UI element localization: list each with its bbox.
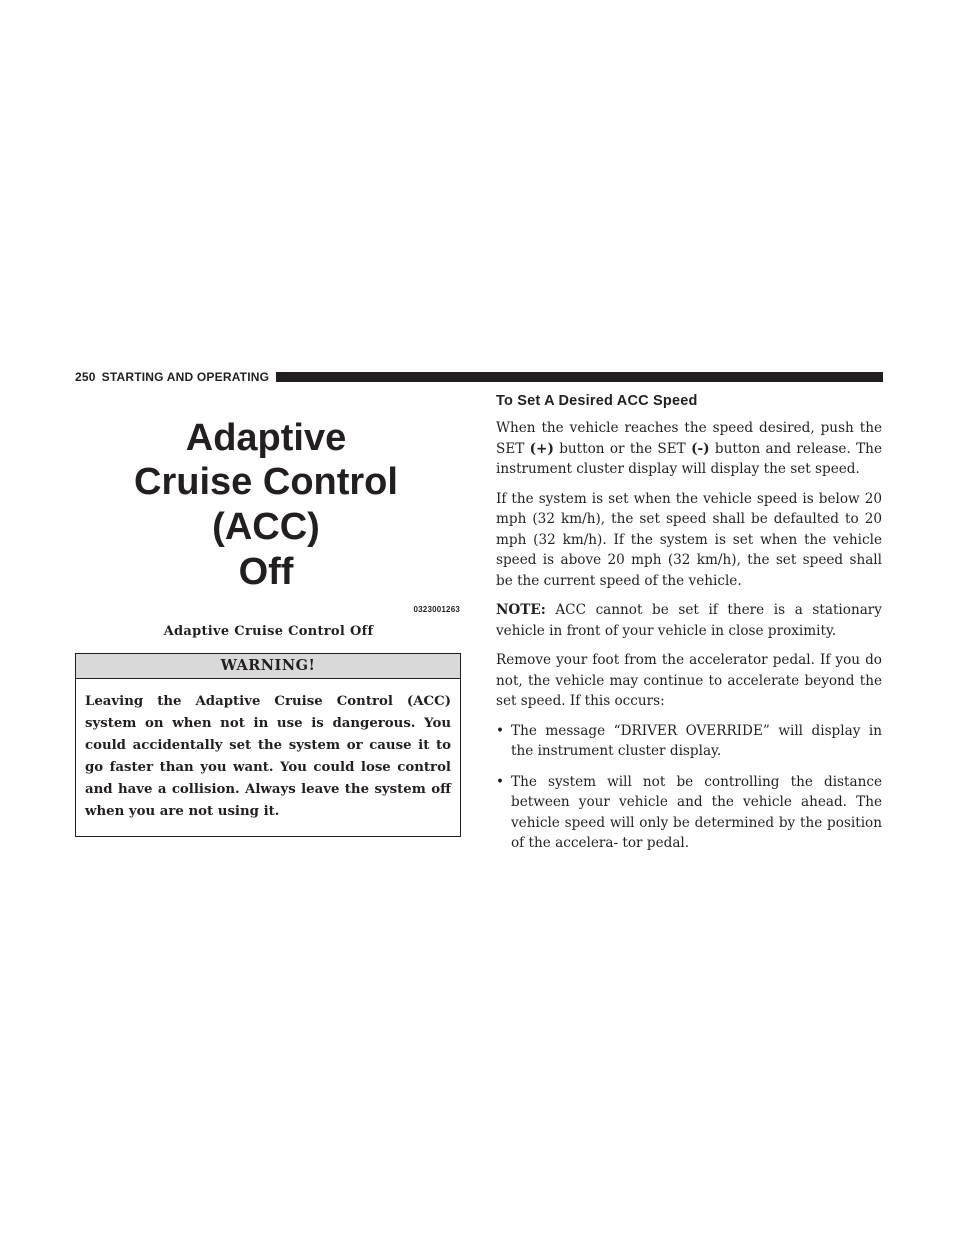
- bullet-text: The message “DRIVER OVERRIDE” will display in the instrument cluster display.: [511, 722, 882, 759]
- warning-body: Leaving the Adaptive Cruise Control (ACC) system on when not in use is dangerous. You could accidentally set the system or cause it to go faster than you want. You could lose control and have a collision. Always leave the system off when you are not using it.: [85, 694, 451, 819]
- list-item: [496, 772, 882, 854]
- section-heading: To Set A Desired ACC Speed: [496, 393, 698, 409]
- paragraph-remove-foot: Remove your foot from the accelerator pedal. If you do not, the vehicle may continue to accelerate beyond the set speed. If this occurs:: [496, 652, 882, 709]
- section-title: STARTING AND OPERATING: [101, 370, 270, 384]
- p1-plus: (+): [529, 440, 554, 457]
- p1-text-e: button and release. The instrument cluster display will display the set speed.: [496, 440, 882, 477]
- bullet-list: [496, 721, 882, 854]
- figure-line-4: Off: [238, 551, 294, 593]
- page-header: [75, 369, 883, 385]
- warning-box: [75, 653, 461, 837]
- left-column: [75, 400, 462, 837]
- acc-off-display-figure: [75, 400, 462, 618]
- p1-text-c: button or the SET: [553, 440, 692, 457]
- paragraph-default-speed: If the system is set when the vehicle speed is below 20 mph (32 km/h), the set speed shall be defaulted to 20 mph (32 km/h). If the system is set when the vehicle speed is above 20 mph (32 km/h), the set speed shall be the current speed of the vehicle.: [496, 490, 882, 589]
- figure-line-3: (ACC): [212, 506, 320, 548]
- p1-text-a: When the vehicle reaches the speed desired, push the SET: [496, 420, 882, 457]
- right-column: [496, 393, 882, 864]
- warning-title: WARNING!: [76, 654, 460, 679]
- bullet-icon: •: [496, 773, 505, 790]
- bullet-text: The system will not be controlling the distance between your vehicle and the vehicle ahead. The vehicle speed will only be determined by the position of the accelera- tor pedal.: [511, 773, 882, 851]
- note-label: NOTE:: [496, 602, 546, 618]
- list-item: [496, 721, 882, 762]
- figure-caption: Adaptive Cruise Control Off: [163, 624, 374, 639]
- p1-minus: (-): [691, 440, 710, 457]
- header-rule: [276, 372, 883, 382]
- page-number: 250: [75, 370, 96, 384]
- bullet-icon: •: [496, 722, 505, 739]
- figure-line-2: Cruise Control: [134, 461, 398, 503]
- paragraph-note: [496, 600, 882, 641]
- figure-line-1: Adaptive: [185, 417, 347, 459]
- figure-code: 0323001263: [413, 605, 460, 614]
- note-text: ACC cannot be set if there is a stationary vehicle in front of your vehicle in close proximity.: [496, 602, 882, 639]
- paragraph-set-speed: [496, 418, 882, 480]
